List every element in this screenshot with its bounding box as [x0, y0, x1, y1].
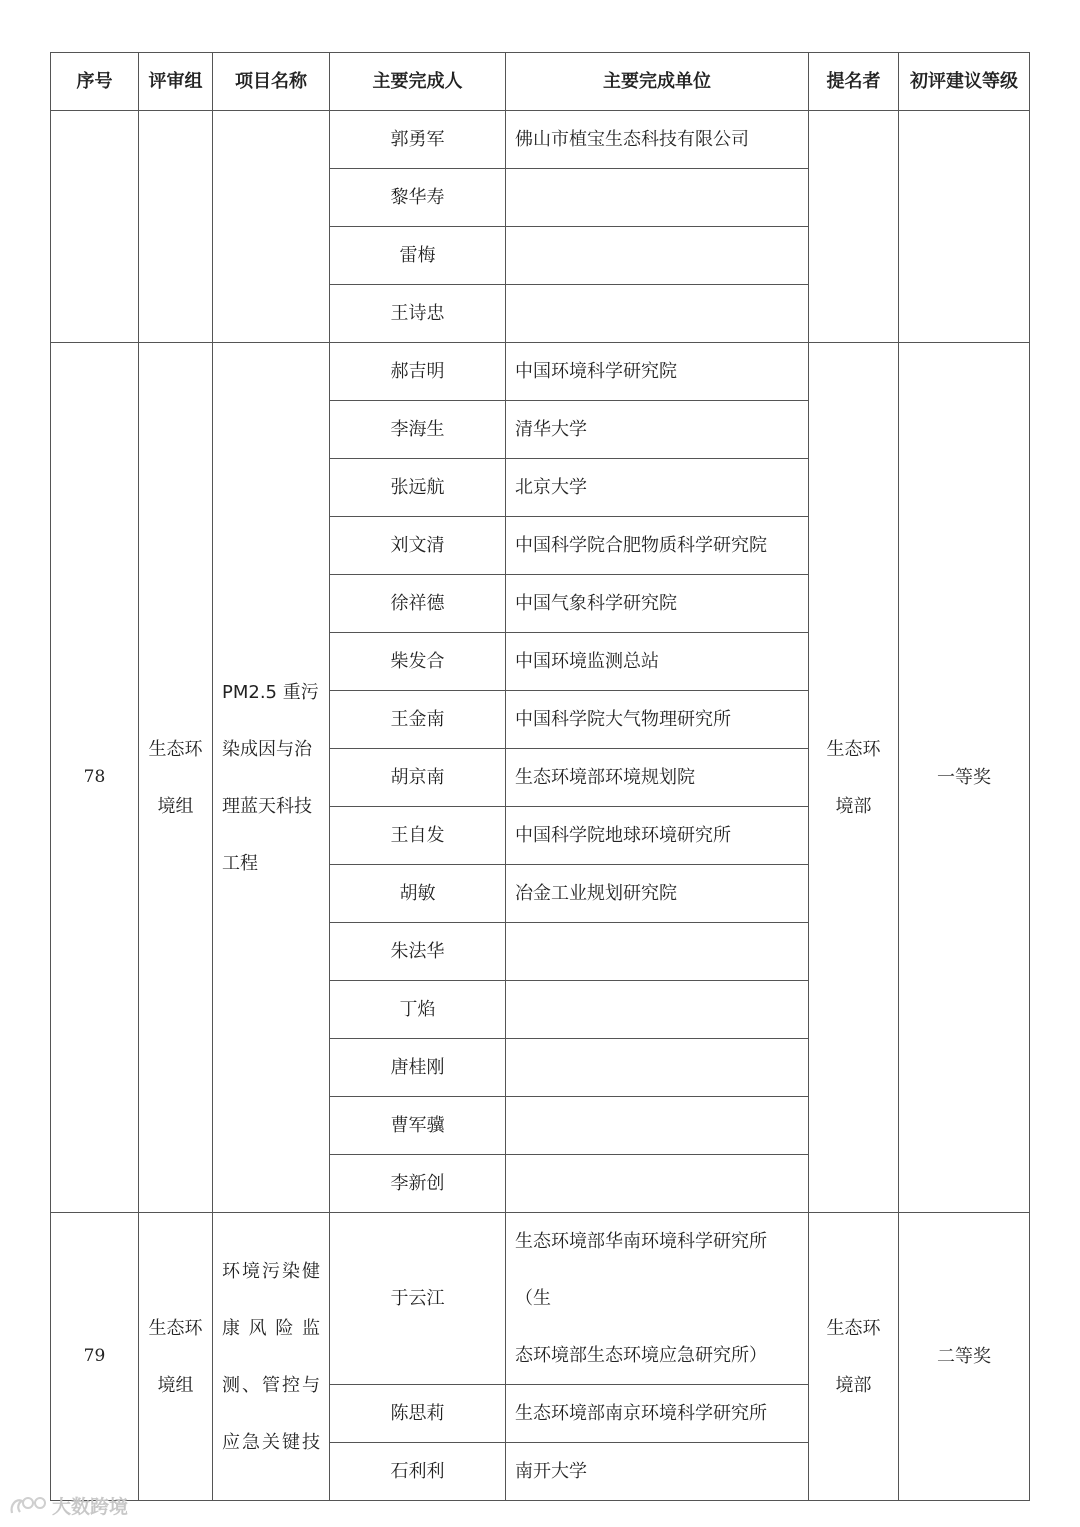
person-cell: 于云江 [330, 1213, 506, 1385]
grade-cell: 二等奖 [899, 1213, 1030, 1501]
unit-cell: 生态环境部南京环境科学研究所 [506, 1385, 809, 1443]
unit-line: 态环境部生态环境应急研究所） [515, 1345, 767, 1366]
group-line: 生态环 [148, 738, 203, 760]
nominator-cell [809, 1213, 899, 1501]
group-cell [139, 343, 213, 1213]
unit-cell: 中国环境科学研究院 [506, 343, 809, 401]
grade-cell: 一等奖 [899, 343, 1030, 1213]
person-cell: 黎华寿 [330, 169, 506, 227]
nominator-cell-empty [809, 111, 899, 343]
award-table [50, 52, 1030, 1501]
person-cell: 胡京南 [330, 749, 506, 807]
person-cell: 刘文清 [330, 517, 506, 575]
person-cell: 朱法华 [330, 923, 506, 981]
unit-cell [506, 923, 809, 981]
table-header-row [51, 53, 1030, 111]
header-nominator: 提名者 [809, 53, 899, 111]
person-cell: 徐祥德 [330, 575, 506, 633]
seq-cell-empty [51, 111, 139, 343]
unit-line: 生态环境部华南环境科学研究所（生 [515, 1231, 767, 1309]
person-cell: 柴发合 [330, 633, 506, 691]
table-row [51, 111, 1030, 169]
person-cell: 王诗忠 [330, 285, 506, 343]
unit-cell: 中国科学院合肥物质科学研究院 [506, 517, 809, 575]
nominator-line: 境部 [835, 795, 872, 817]
watermark-logo-icon [8, 1495, 48, 1517]
header-group: 评审组 [139, 53, 213, 111]
unit-cell [506, 981, 809, 1039]
header-unit: 主要完成单位 [506, 53, 809, 111]
project-title-line: 染成因与治 [222, 738, 312, 760]
unit-cell: 清华大学 [506, 401, 809, 459]
person-cell: 郭勇军 [330, 111, 506, 169]
grade-cell-empty [899, 111, 1030, 343]
unit-cell: 佛山市植宝生态科技有限公司 [506, 111, 809, 169]
project-title-line: 应急关键技 [222, 1431, 320, 1453]
group-cell [139, 1213, 213, 1501]
nominator-line: 生态环 [826, 1317, 881, 1339]
person-cell: 唐桂刚 [330, 1039, 506, 1097]
seq-cell: 78 [51, 343, 139, 1213]
watermark-text: 大数跨境 [52, 1496, 129, 1518]
person-cell: 曹军骥 [330, 1097, 506, 1155]
header-grade: 初评建议等级 [899, 53, 1030, 111]
unit-cell: 中国环境监测总站 [506, 633, 809, 691]
person-cell: 胡敏 [330, 865, 506, 923]
nominator-line: 境部 [835, 1374, 872, 1396]
unit-cell [506, 1097, 809, 1155]
unit-cell [506, 1213, 809, 1385]
project-title-line: 康风险监 [222, 1317, 320, 1339]
nominator-cell [809, 343, 899, 1213]
person-cell: 陈思莉 [330, 1385, 506, 1443]
table-row [51, 343, 1030, 401]
unit-cell: 南开大学 [506, 1443, 809, 1501]
project-title-line: PM2.5 重污 [222, 681, 319, 703]
project-title-line: 测、管控与 [222, 1374, 320, 1396]
unit-cell: 中国科学院地球环境研究所 [506, 807, 809, 865]
group-cell-empty [139, 111, 213, 343]
person-cell: 雷梅 [330, 227, 506, 285]
project-title-line: 环境污染健 [222, 1260, 320, 1282]
watermark [8, 1492, 128, 1519]
project-cell-empty [213, 111, 330, 343]
project-title-cell [213, 343, 330, 1213]
unit-cell: 中国科学院大气物理研究所 [506, 691, 809, 749]
unit-cell [506, 285, 809, 343]
person-cell: 郝吉明 [330, 343, 506, 401]
unit-cell [506, 1155, 809, 1213]
unit-cell [506, 227, 809, 285]
person-cell: 石利利 [330, 1443, 506, 1501]
nominator-line: 生态环 [826, 738, 881, 760]
group-line: 境组 [157, 795, 194, 817]
group-line: 境组 [157, 1374, 194, 1396]
unit-cell [506, 169, 809, 227]
person-cell: 丁焰 [330, 981, 506, 1039]
person-cell: 李海生 [330, 401, 506, 459]
unit-cell: 中国气象科学研究院 [506, 575, 809, 633]
person-cell: 李新创 [330, 1155, 506, 1213]
person-cell: 王自发 [330, 807, 506, 865]
header-project: 项目名称 [213, 53, 330, 111]
seq-cell: 79 [51, 1213, 139, 1501]
header-person: 主要完成人 [330, 53, 506, 111]
project-title-cell [213, 1213, 330, 1501]
unit-cell: 北京大学 [506, 459, 809, 517]
table-row [51, 1213, 1030, 1385]
person-cell: 王金南 [330, 691, 506, 749]
unit-cell: 生态环境部环境规划院 [506, 749, 809, 807]
project-title-line: 工程 [222, 852, 258, 874]
person-cell: 张远航 [330, 459, 506, 517]
unit-cell: 冶金工业规划研究院 [506, 865, 809, 923]
header-seq: 序号 [51, 53, 139, 111]
group-line: 生态环 [148, 1317, 203, 1339]
unit-cell [506, 1039, 809, 1097]
project-title-line: 理蓝天科技 [222, 795, 312, 817]
